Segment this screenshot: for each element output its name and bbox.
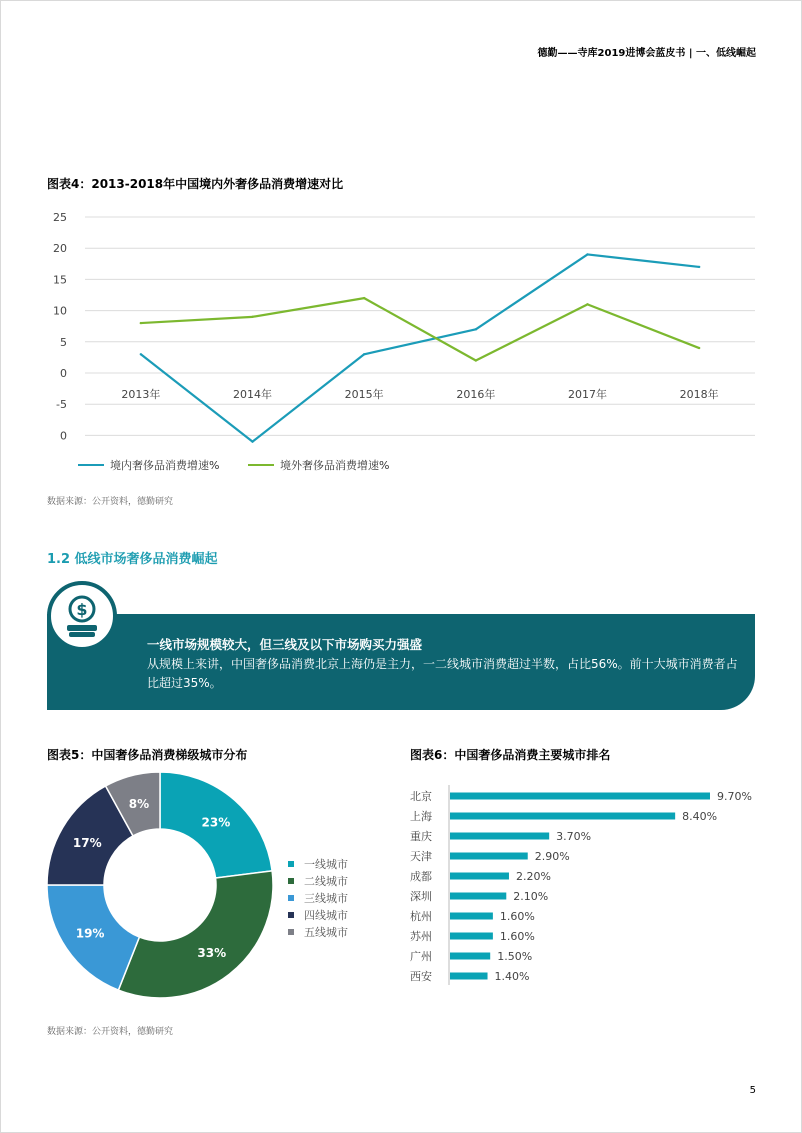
- slice-label: 33%: [197, 945, 227, 960]
- bar-value-label: 1.50%: [497, 950, 533, 963]
- chart4-title: 图表4：2013-2018年中国境内外奢侈品消费增速对比: [47, 177, 344, 191]
- y-tick-label: 25: [53, 211, 67, 224]
- chart4-source: 数据来源：公开资料，德勤研究: [47, 497, 174, 507]
- chart5-legend-item: [288, 872, 348, 889]
- chart5-legend-item: [288, 906, 348, 923]
- slice-label: 8%: [128, 797, 150, 812]
- bar: [450, 853, 528, 860]
- city-label: 苏州: [410, 930, 432, 943]
- chart5-legend-item: [288, 855, 348, 872]
- x-tick-label: 2014年: [233, 388, 272, 401]
- data-point: [475, 359, 477, 361]
- donut-slice: [118, 871, 273, 998]
- slice-label: 23%: [201, 815, 231, 830]
- legend-label: 五线城市: [304, 925, 348, 939]
- series-line-1: [141, 298, 699, 360]
- slice-label: 19%: [75, 926, 105, 941]
- bar-value-label: 2.90%: [534, 850, 570, 863]
- data-point: [140, 353, 142, 355]
- bar: [450, 913, 493, 920]
- chart4-legend-item-overseas: [248, 457, 389, 473]
- page-number: 5: [749, 1085, 756, 1096]
- city-label: 北京: [410, 790, 432, 803]
- city-label: 杭州: [410, 910, 432, 923]
- callout-body: 从规模上来讲，中国奢侈品消费北京上海仍是主力，一二线城市消费超过半数，占比56%。前十大城市消费者占比超过35%。: [147, 657, 738, 690]
- data-point: [698, 347, 700, 349]
- legend-label: 二线城市: [304, 874, 348, 888]
- series-line-0: [141, 254, 699, 441]
- city-label: 西安: [410, 970, 432, 983]
- data-point: [251, 440, 253, 442]
- chart4-legend-label: 境外奢侈品消费增速%: [280, 459, 390, 472]
- legend-label: 三线城市: [304, 891, 348, 905]
- city-label: 重庆: [410, 830, 432, 843]
- bar-value-label: 1.60%: [499, 910, 535, 923]
- city-label: 深圳: [410, 890, 432, 903]
- data-point: [363, 297, 365, 299]
- svg-text:$: $: [76, 600, 88, 619]
- bar: [450, 973, 488, 980]
- legend-swatch: [288, 878, 294, 884]
- legend-swatch: [288, 861, 294, 867]
- bar-value-label: 8.40%: [682, 810, 718, 823]
- data-point: [140, 322, 142, 324]
- chart6-title: 图表6：中国奢侈品消费主要城市排名: [410, 748, 611, 762]
- chart4-line-chart: [40, 205, 760, 480]
- bar: [450, 873, 509, 880]
- legend-swatch: [78, 464, 104, 466]
- bar: [450, 953, 490, 960]
- bar-value-label: 3.70%: [556, 830, 592, 843]
- y-tick-label: 0: [60, 429, 67, 443]
- bar: [450, 893, 506, 900]
- bar-value-label: 2.10%: [513, 890, 549, 903]
- data-point: [586, 303, 588, 305]
- section-heading: 1.2 低线市场奢侈品消费崛起: [47, 552, 218, 567]
- running-header: 德勤——寺库2019进博会蓝皮书 | 一、低线崛起: [537, 48, 756, 59]
- x-tick-label: 2013年: [121, 388, 161, 401]
- data-point: [475, 328, 477, 330]
- y-tick-label: -5: [56, 398, 67, 412]
- chart5-title: 图表5：中国奢侈品消费梯级城市分布: [47, 748, 248, 762]
- legend-swatch: [288, 912, 294, 918]
- slice-label: 17%: [72, 835, 102, 850]
- data-point: [363, 353, 365, 355]
- y-tick-label: 10: [53, 304, 67, 318]
- callout-box: [47, 614, 755, 710]
- bar-value-label: 2.20%: [515, 870, 551, 883]
- city-label: 广州: [410, 950, 432, 963]
- bar-value-label: 9.70%: [717, 790, 752, 803]
- bar: [450, 813, 675, 820]
- data-point: [698, 266, 700, 268]
- y-tick-label: 20: [53, 242, 67, 256]
- chart5-legend: [288, 855, 348, 940]
- legend-swatch: [288, 895, 294, 901]
- x-tick-label: 2017年: [568, 388, 607, 401]
- city-label: 天津: [410, 850, 432, 863]
- legend-swatch: [248, 464, 274, 466]
- chart5-legend-item: [288, 889, 348, 906]
- chart4-legend-label: 境内奢侈品消费增速%: [110, 459, 220, 472]
- bar-value-label: 1.60%: [499, 930, 535, 943]
- data-point: [251, 316, 253, 318]
- chart5-legend-item: [288, 923, 348, 940]
- bar: [450, 833, 549, 840]
- chart6-bar-chart: [400, 782, 770, 987]
- legend-label: 一线城市: [304, 857, 348, 871]
- bar: [450, 933, 493, 940]
- legend-swatch: [288, 929, 294, 935]
- x-tick-label: 2016年: [456, 388, 496, 401]
- chart5-source: 数据来源：公开资料，德勤研究: [47, 1027, 174, 1037]
- chart5-donut-chart: [45, 770, 275, 1000]
- data-point: [586, 253, 588, 255]
- y-tick-label: 0: [60, 367, 67, 380]
- y-tick-label: 5: [60, 335, 67, 349]
- bar: [450, 793, 710, 800]
- chart4-legend-item-domestic: [78, 457, 219, 473]
- coin-dollar-icon: [47, 581, 117, 651]
- city-label: 成都: [410, 870, 432, 883]
- bar-value-label: 1.40%: [494, 970, 530, 983]
- city-label: 上海: [410, 810, 432, 823]
- x-tick-label: 2015年: [344, 388, 384, 401]
- legend-label: 四线城市: [304, 908, 348, 922]
- callout-title: 一线市场规模较大，但三线及以下市场购买力强盛: [147, 637, 423, 652]
- x-tick-label: 2018年: [679, 388, 719, 401]
- y-tick-label: 15: [53, 273, 67, 287]
